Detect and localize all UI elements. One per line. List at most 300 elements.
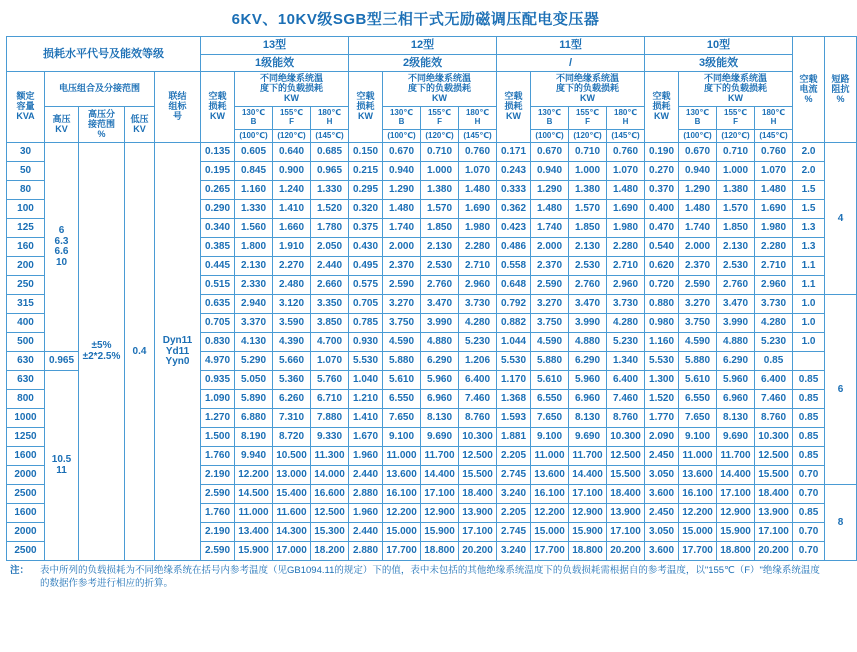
cell-m13-f: 1.660 (273, 219, 311, 238)
load-loss-header-12: 不同绝缘系统温 度下的负载损耗 KW (383, 72, 497, 107)
cell-m13-b: 3.370 (235, 314, 273, 333)
cell-m10-f: 17.100 (717, 485, 755, 504)
cell-m13-b: 6.880 (235, 409, 273, 428)
cell-m12-f: 1.850 (421, 219, 459, 238)
cell-no-load-current: 0.70 (793, 485, 825, 504)
cell-m12-noload: 2.440 (349, 466, 383, 485)
reftemp-10-f: (120℃) (717, 129, 755, 143)
cell-m11-b: 2.370 (531, 257, 569, 276)
temp-header-11-b: 130℃ B (531, 106, 569, 129)
cell-m10-b: 6.550 (679, 390, 717, 409)
cell-m12-f: 2.530 (421, 257, 459, 276)
cell-m11-noload: 1.170 (497, 371, 531, 390)
cell-m11-f: 3.990 (569, 314, 607, 333)
cell-m13-noload: 0.135 (201, 143, 235, 162)
cell-m13-h: 12.500 (311, 504, 349, 523)
rated-capacity-header: 额定 容量 KVA (7, 72, 45, 143)
cell-m12-b: 7.650 (383, 409, 421, 428)
cell-m10-noload: 0.270 (645, 162, 679, 181)
cell-m13-h: 5.760 (311, 371, 349, 390)
cell-m10-b: 2.370 (679, 257, 717, 276)
cell-m11-noload: 0.243 (497, 162, 531, 181)
cell-m13-f: 4.390 (273, 333, 311, 352)
cell-m13-f: 2.270 (273, 257, 311, 276)
cell-m13-noload: 2.190 (201, 466, 235, 485)
cell-m11-f: 4.880 (569, 333, 607, 352)
cell-m10-b: 3.270 (679, 295, 717, 314)
cell-m12-f: 15.900 (421, 523, 459, 542)
cell-m11-b: 15.000 (531, 523, 569, 542)
reftemp-12-h: (145℃) (459, 129, 497, 143)
cell-m12-h: 15.500 (459, 466, 497, 485)
cell-m13-h: 16.600 (311, 485, 349, 504)
cell-m13-h: 0.965 (311, 162, 349, 181)
cell-m10-h: 1.070 (755, 162, 793, 181)
cell-m13-b: 15.900 (235, 542, 273, 561)
cell-m10-noload: 3.050 (645, 523, 679, 542)
cell-m12-h: 2.960 (459, 276, 497, 295)
cell-m13-noload: 2.190 (201, 523, 235, 542)
cell-m11-h: 1.690 (607, 200, 645, 219)
cell-m11-noload: 0.486 (497, 238, 531, 257)
cell-m10-noload: 1.770 (645, 409, 679, 428)
cell-m10-noload: 1.340 (607, 352, 645, 371)
reftemp-10-b: (100℃) (679, 129, 717, 143)
cell-m12-f: 5.880 (383, 352, 421, 371)
cell-m13-noload: 0.830 (201, 333, 235, 352)
cell-m11-b: 2.590 (531, 276, 569, 295)
cell-m12-b: 16.100 (383, 485, 421, 504)
cell-m11-b: 16.100 (531, 485, 569, 504)
reftemp-11-h: (145℃) (607, 129, 645, 143)
cell-m12-noload: 0.495 (349, 257, 383, 276)
cell-m13-f: 15.400 (273, 485, 311, 504)
cell-m13-noload: 0.340 (201, 219, 235, 238)
cell-m11-f: 17.100 (569, 485, 607, 504)
cell-kva: 1600 (7, 447, 45, 466)
cell-m13-h: 2.660 (311, 276, 349, 295)
cell-m10-noload: 0.880 (645, 295, 679, 314)
cell-m11-f: 9.690 (569, 428, 607, 447)
cell-m11-f: 8.130 (569, 409, 607, 428)
cell-m10-f: 9.690 (717, 428, 755, 447)
cell-m13-noload: 1.500 (201, 428, 235, 447)
cell-m10-h: 2.280 (755, 238, 793, 257)
cell-m11-noload: 0.648 (497, 276, 531, 295)
cell-m13-noload: 0.635 (201, 295, 235, 314)
temp-header-10-b: 130℃ B (679, 106, 717, 129)
cell-kva: 1000 (7, 409, 45, 428)
cell-m12-noload: 0.150 (349, 143, 383, 162)
cell-m10-b: 16.100 (679, 485, 717, 504)
cell-m11-h: 10.300 (607, 428, 645, 447)
cell-m12-b: 3.750 (383, 314, 421, 333)
cell-m12-noload: 0.430 (349, 238, 383, 257)
cell-m10-h: 17.100 (755, 523, 793, 542)
cell-m12-b: 1.290 (383, 181, 421, 200)
cell-m10-h: 6.290 (717, 352, 755, 371)
cell-m11-h: 15.500 (607, 466, 645, 485)
cell-m10-b: 13.600 (679, 466, 717, 485)
cell-m10-noload: 3.600 (645, 542, 679, 561)
cell-m10-h: 6.400 (755, 371, 793, 390)
cell-no-load-current: 1.0 (793, 314, 825, 333)
cell-m11-f: 1.380 (569, 181, 607, 200)
cell-m13-b: 2.940 (235, 295, 273, 314)
cell-m13-b: 2.130 (235, 257, 273, 276)
cell-m11-h: 17.100 (607, 523, 645, 542)
cell-m11-h: 6.400 (607, 371, 645, 390)
cell-m10-b: 1.480 (679, 200, 717, 219)
cell-kva: 2000 (7, 466, 45, 485)
cell-m10-f: 3.990 (717, 314, 755, 333)
cell-m12-h: 20.200 (459, 542, 497, 561)
cell-m13-noload: 0.445 (201, 257, 235, 276)
cell-m12-b: 0.670 (383, 143, 421, 162)
cell-m10-f: 6.960 (717, 390, 755, 409)
cell-m11-b: 9.100 (531, 428, 569, 447)
cell-m12-f: 12.900 (421, 504, 459, 523)
lv-header: 低压 KV (125, 106, 155, 142)
cell-m12-noload: 0.575 (349, 276, 383, 295)
cell-kva: 630 (7, 352, 45, 371)
cell-m10-h: 2.960 (755, 276, 793, 295)
cell-m13-b: 0.845 (235, 162, 273, 181)
cell-m11-noload: 1.368 (497, 390, 531, 409)
cell-m13-b: 12.200 (235, 466, 273, 485)
cell-m10-b: 1.290 (679, 181, 717, 200)
table-row (7, 143, 857, 162)
cell-m10-f: 5.880 (679, 352, 717, 371)
cell-m12-f: 3.470 (421, 295, 459, 314)
cell-m11-f: 3.470 (569, 295, 607, 314)
cell-kva: 630 (7, 371, 45, 390)
cell-m13-f: 1.410 (273, 200, 311, 219)
cell-m12-h: 2.710 (459, 257, 497, 276)
cell-m11-h: 20.200 (607, 542, 645, 561)
cell-m11-noload: 0.882 (497, 314, 531, 333)
cell-m11-f: 0.710 (569, 143, 607, 162)
cell-m10-h: 0.760 (755, 143, 793, 162)
note-label: 注： (10, 565, 30, 577)
cell-m12-noload: 2.880 (349, 485, 383, 504)
cell-m13-f: 3.120 (273, 295, 311, 314)
cell-m10-noload: 0.620 (645, 257, 679, 276)
cell-m12-h: 17.100 (459, 523, 497, 542)
cell-m11-f: 1.570 (569, 200, 607, 219)
cell-m12-noload: 0.320 (349, 200, 383, 219)
cell-m11-noload: 2.205 (497, 504, 531, 523)
cell-m10-f: 1.850 (717, 219, 755, 238)
reftemp-13-h: (145℃) (311, 129, 349, 143)
cell-m13-b: 4.130 (235, 333, 273, 352)
load-loss-header-10: 不同绝缘系统温 度下的负载损耗 KW (679, 72, 793, 107)
cell-m10-h: 18.400 (755, 485, 793, 504)
cell-m10-h: 5.230 (755, 333, 793, 352)
cell-no-load-current: 1.5 (793, 181, 825, 200)
reftemp-13-b: (100℃) (235, 129, 273, 143)
cell-m11-h: 6.290 (569, 352, 607, 371)
cell-m11-h: 0.760 (607, 143, 645, 162)
cell-m11-h: 13.900 (607, 504, 645, 523)
cell-m13-f: 3.590 (273, 314, 311, 333)
cell-m11-noload: 2.745 (497, 523, 531, 542)
cell-kva: 160 (7, 238, 45, 257)
cell-m13-noload: 2.590 (201, 542, 235, 561)
cell-m12-b: 12.200 (383, 504, 421, 523)
cell-m13-h: 2.440 (311, 257, 349, 276)
cell-m12-b: 15.000 (383, 523, 421, 542)
cell-m13-noload: 0.965 (45, 352, 79, 371)
cell-m13-b: 1.800 (235, 238, 273, 257)
cell-m11-f: 12.900 (569, 504, 607, 523)
reftemp-11-b: (100℃) (531, 129, 569, 143)
cell-m12-f: 0.710 (421, 143, 459, 162)
hv-voltage-group-1: 6 6.3 6.6 10 (45, 143, 79, 352)
temp-header-12-h: 180℃ H (459, 106, 497, 129)
cell-m11-f: 1.850 (569, 219, 607, 238)
cell-m13-noload: 1.090 (201, 390, 235, 409)
cell-m12-noload: 2.440 (349, 523, 383, 542)
cell-m11-f: 5.960 (569, 371, 607, 390)
cell-m11-noload: 1.881 (497, 428, 531, 447)
cell-m10-b: 4.590 (679, 333, 717, 352)
cell-m12-b: 13.600 (383, 466, 421, 485)
cell-m13-h: 9.330 (311, 428, 349, 447)
reftemp-13-f: (120℃) (273, 129, 311, 143)
cell-m11-f: 2.530 (569, 257, 607, 276)
hv-tap-header: 高压分 接范围 % (79, 106, 125, 142)
cell-m11-noload: 2.205 (497, 447, 531, 466)
cell-m10-f: 2.130 (717, 238, 755, 257)
cell-m12-h: 0.760 (459, 143, 497, 162)
cell-m11-h: 18.400 (607, 485, 645, 504)
cell-m10-h: 4.280 (755, 314, 793, 333)
cell-m12-f: 2.130 (421, 238, 459, 257)
cell-m12-f: 1.570 (421, 200, 459, 219)
cell-m10-f: 5.960 (717, 371, 755, 390)
cell-m10-f: 14.400 (717, 466, 755, 485)
temp-header-13-b: 130℃ B (235, 106, 273, 129)
cell-m12-noload: 1.960 (349, 504, 383, 523)
cell-m12-noload: 1.670 (349, 428, 383, 447)
cell-m13-b: 5.890 (235, 390, 273, 409)
cell-m10-h: 12.500 (755, 447, 793, 466)
temp-header-13-f: 155℃ F (273, 106, 311, 129)
cell-m12-b: 3.270 (383, 295, 421, 314)
cell-m12-h: 13.900 (459, 504, 497, 523)
cell-m13-f: 14.300 (273, 523, 311, 542)
temp-header-10-h: 180℃ H (755, 106, 793, 129)
cell-m11-noload: 3.240 (497, 485, 531, 504)
cell-m10-f: 18.800 (717, 542, 755, 561)
cell-m12-h: 6.290 (421, 352, 459, 371)
load-loss-header-13: 不同绝缘系统温 度下的负载损耗 KW (235, 72, 349, 107)
cell-kva: 125 (7, 219, 45, 238)
cell-m13-h: 2.050 (311, 238, 349, 257)
cell-kva: 1250 (7, 428, 45, 447)
cell-m11-h: 8.760 (607, 409, 645, 428)
reftemp-10-h: (145℃) (755, 129, 793, 143)
cell-m12-noload: 0.785 (349, 314, 383, 333)
cell-m12-b: 1.480 (383, 200, 421, 219)
cell-m10-b: 5.610 (679, 371, 717, 390)
cell-m11-b: 11.000 (531, 447, 569, 466)
cell-m12-h: 12.500 (459, 447, 497, 466)
cell-m12-h: 3.730 (459, 295, 497, 314)
cell-m12-h: 1.070 (459, 162, 497, 181)
cell-m10-b: 0.670 (679, 143, 717, 162)
cell-m12-f: 1.380 (421, 181, 459, 200)
cell-m11-b: 3.270 (531, 295, 569, 314)
cell-kva: 250 (7, 276, 45, 295)
efficiency-10: 3级能效 (645, 54, 793, 72)
cell-m13-f: 11.600 (273, 504, 311, 523)
cell-m10-h: 2.710 (755, 257, 793, 276)
cell-m12-h: 2.280 (459, 238, 497, 257)
cell-m10-noload: 0.370 (645, 181, 679, 200)
temp-header-11-h: 180℃ H (607, 106, 645, 129)
cell-m12-b: 17.700 (383, 542, 421, 561)
cell-m13-h: 1.330 (311, 181, 349, 200)
cell-m11-b: 0.670 (531, 143, 569, 162)
cell-m12-h: 5.230 (459, 333, 497, 352)
cell-m11-noload: 0.423 (497, 219, 531, 238)
cell-m10-f: 1.380 (717, 181, 755, 200)
cell-m12-noload: 1.070 (311, 352, 349, 371)
model-13-header: 13型 (201, 37, 349, 55)
cell-m11-noload: 1.593 (497, 409, 531, 428)
cell-m11-b: 12.200 (531, 504, 569, 523)
cell-m12-f: 6.960 (421, 390, 459, 409)
cell-m13-f: 1.910 (273, 238, 311, 257)
header-row-voltage-group (7, 72, 857, 107)
cell-impedance-group-1: 4 (825, 143, 857, 295)
cell-no-load-current: 1.5 (793, 200, 825, 219)
cell-m12-noload: 0.705 (349, 295, 383, 314)
cell-m10-f: 4.880 (717, 333, 755, 352)
cell-m13-b: 1.560 (235, 219, 273, 238)
connection-group-header: 联结 组标 号 (155, 72, 201, 143)
cell-m13-noload: 0.290 (201, 200, 235, 219)
cell-m11-b: 1.290 (531, 181, 569, 200)
loss-level-header: 损耗水平代号及能效等级 (7, 37, 201, 72)
cell-m10-f: 3.470 (717, 295, 755, 314)
cell-impedance-group-2: 6 (825, 295, 857, 485)
cell-m11-h: 2.710 (607, 257, 645, 276)
cell-m11-f: 2.130 (569, 238, 607, 257)
cell-no-load-current: 0.85 (793, 504, 825, 523)
cell-m12-noload: 1.040 (349, 371, 383, 390)
model-12-header: 12型 (349, 37, 497, 55)
hv-voltage-group-2: 10.5 11 (45, 371, 79, 561)
cell-m10-b: 15.000 (679, 523, 717, 542)
cell-m13-b: 1.160 (235, 181, 273, 200)
cell-kva: 30 (7, 143, 45, 162)
efficiency-12: 2级能效 (349, 54, 497, 72)
cell-m13-noload: 0.265 (201, 181, 235, 200)
cell-m13-noload: 0.935 (201, 371, 235, 390)
cell-kva: 80 (7, 181, 45, 200)
cell-m12-noload: 0.375 (349, 219, 383, 238)
cell-m12-b: 5.610 (383, 371, 421, 390)
cell-m13-h: 4.700 (311, 333, 349, 352)
cell-m13-noload: 0.705 (201, 314, 235, 333)
cell-m11-f: 11.700 (569, 447, 607, 466)
cell-m11-h: 1.070 (607, 162, 645, 181)
cell-m10-f: 1.000 (717, 162, 755, 181)
cell-m11-b: 3.750 (531, 314, 569, 333)
cell-m12-h: 1.980 (459, 219, 497, 238)
cell-m11-h: 1.980 (607, 219, 645, 238)
cell-m10-b: 2.590 (679, 276, 717, 295)
cell-m13-noload: 1.270 (201, 409, 235, 428)
cell-m12-f: 14.400 (421, 466, 459, 485)
cell-m10-b: 9.100 (679, 428, 717, 447)
cell-m13-f: 17.000 (273, 542, 311, 561)
cell-kva: 1600 (7, 504, 45, 523)
cell-m11-h: 4.280 (607, 314, 645, 333)
note-text: 表中所列的负载损耗为不同绝缘系统在括号内参考温度（见GB1094.11的规定）下的值，表中未包括的其他绝缘系统温度下的负载损耗需根据自的参考温度，以"155℃（F）"绝缘系统温度的数据作参考进行相应的折算。 (40, 565, 820, 590)
cell-m12-b: 2.000 (383, 238, 421, 257)
cell-kva: 400 (7, 314, 45, 333)
cell-m13-h: 3.350 (311, 295, 349, 314)
cell-m10-h: 7.460 (755, 390, 793, 409)
cell-m10-h: 20.200 (755, 542, 793, 561)
cell-m13-h: 1.780 (311, 219, 349, 238)
cell-m11-f: 2.760 (569, 276, 607, 295)
cell-m10-noload: 0.190 (645, 143, 679, 162)
no-load-loss-header-10: 空载 损耗 KW (645, 72, 679, 143)
cell-m13-h: 0.685 (311, 143, 349, 162)
temp-header-11-f: 155℃ F (569, 106, 607, 129)
cell-m10-h: 8.760 (755, 409, 793, 428)
cell-kva: 50 (7, 162, 45, 181)
cell-no-load-current: 1.0 (793, 333, 825, 352)
cell-m11-f: 6.960 (569, 390, 607, 409)
cell-m11-h: 7.460 (607, 390, 645, 409)
cell-m13-f: 7.310 (273, 409, 311, 428)
cell-m10-noload: 1.520 (645, 390, 679, 409)
model-10-header: 10型 (645, 37, 793, 55)
temp-header-10-f: 155℃ F (717, 106, 755, 129)
cell-m10-f: 2.760 (717, 276, 755, 295)
cell-m10-h: 1.480 (755, 181, 793, 200)
reftemp-12-b: (100℃) (383, 129, 421, 143)
cell-m10-b: 0.940 (679, 162, 717, 181)
cell-m13-f: 8.720 (273, 428, 311, 447)
cell-m10-h: 15.500 (755, 466, 793, 485)
cell-no-load-current: 0.85 (755, 352, 793, 371)
cell-m11-noload: 0.333 (497, 181, 531, 200)
cell-no-load-current: 1.0 (793, 295, 825, 314)
cell-m11-h: 12.500 (607, 447, 645, 466)
cell-m11-h: 3.730 (607, 295, 645, 314)
cell-m10-h: 13.900 (755, 504, 793, 523)
cell-m11-f: 18.800 (569, 542, 607, 561)
cell-m12-f: 3.990 (421, 314, 459, 333)
cell-m10-b: 7.650 (679, 409, 717, 428)
cell-no-load-current: 0.85 (793, 428, 825, 447)
cell-m11-noload: 0.558 (497, 257, 531, 276)
cell-m12-b: 0.940 (383, 162, 421, 181)
cell-kva: 315 (7, 295, 45, 314)
cell-no-load-current: 0.85 (793, 390, 825, 409)
cell-m12-noload: 0.930 (349, 333, 383, 352)
cell-m11-b: 5.610 (531, 371, 569, 390)
cell-m12-h: 18.400 (459, 485, 497, 504)
cell-m10-f: 8.130 (717, 409, 755, 428)
